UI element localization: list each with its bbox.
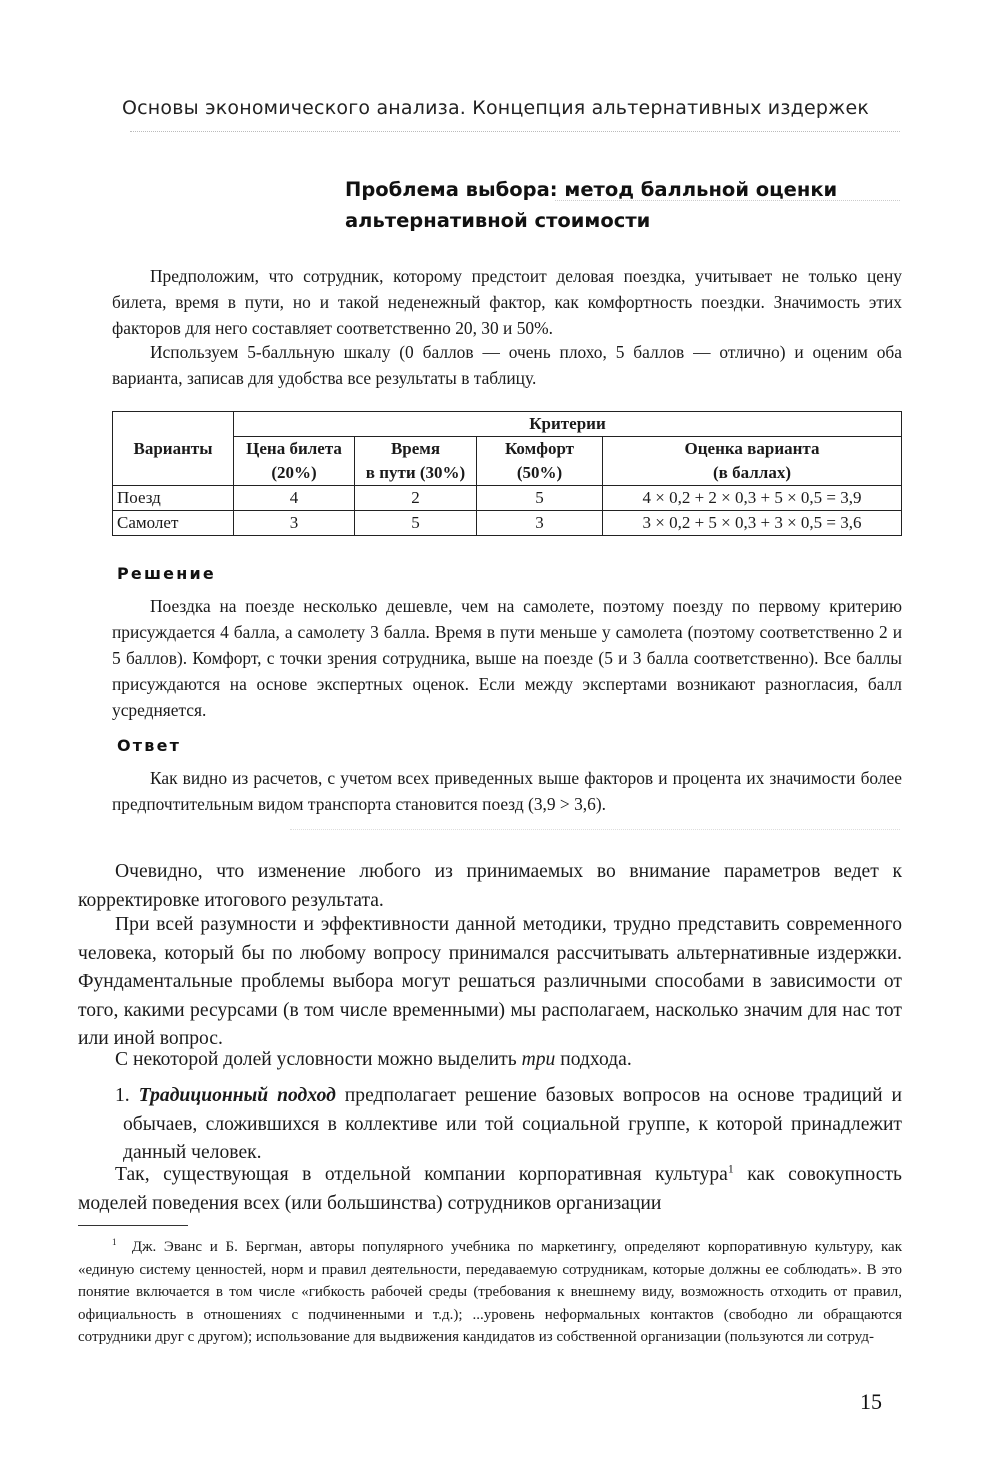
box-title-rule: [555, 200, 900, 201]
time-cell: 5: [355, 511, 477, 536]
variants-header: Варианты: [113, 412, 234, 486]
criteria-header: Критерии: [234, 412, 902, 437]
footnote-marker: 1: [112, 1237, 117, 1247]
column-header-score: Оценка варианта (в баллах): [603, 437, 902, 486]
body-paragraph-2: При всей разумности и эффективности данной методики, трудно представить современного человека, который бы по любому вопросу принимался рассчитывать альтернативные издержки. Фундаментальные проблемы выбора могут решаться различными способами в зависимости от того, какими ресурсами (в том числе временными) мы располагаем, насколько значим для нас тот или иной вопрос.: [78, 914, 902, 1049]
time-cell: 2: [355, 486, 477, 511]
header-rule: [130, 131, 900, 132]
table-row: [113, 486, 902, 511]
box-end-rule: [290, 829, 900, 830]
page-number: 15: [860, 1389, 882, 1414]
box-title-line1: Проблема выбора: метод балльной оценки: [345, 178, 838, 201]
solution-paragraph: Поездка на поезде несколько дешевле, чем на самолете, поэтому поезду по первому критерию присуждается 4 балла, а самолету 3 балла. Время в пути меньше у самолета (поэтому соответственно 2 и 5 баллов). Комфорт, с точки зрения сотрудника, выше на поезде (5 и 3 балла соответственно). Все баллы присуждаются на основе экспертных оценок. Если между экспертами возникают разногласия, балл усредняется.: [112, 596, 902, 720]
table-row: [113, 511, 902, 536]
criteria-table: [112, 411, 902, 536]
answer-heading: Ответ: [117, 736, 182, 755]
term-traditional-approach: Традиционный подход: [138, 1085, 336, 1106]
box-title-line2: альтернативной стоимости: [345, 209, 651, 232]
box-intro-paragraph-1: Предположим, что сотрудник, которому предстоит деловая поездка, учитывает не только цену билета, время в пути, но и такой неденежный фактор, как комфортность поездки. Значимость этих факторов для него составляет соответственно 20, 30 и 50%.: [112, 266, 902, 338]
column-header-comfort: Комфорт (50%): [477, 437, 603, 486]
body-paragraph-3: С некоторой долей условности можно выделить три подхода.: [115, 1049, 632, 1070]
comfort-cell: 3: [477, 511, 603, 536]
footnote-reference: 1: [727, 1162, 734, 1176]
body-paragraph-4: Так, существующая в отдельной компании корпоративная культура$^1$ как совокупность моделей поведения всех (или большинства) сотрудников организации: [78, 1162, 902, 1214]
solution-heading: Решение: [117, 564, 216, 583]
column-header-time: Время в пути (30%): [355, 437, 477, 486]
box-intro-paragraph-2: Используем 5-балльную шкалу (0 баллов — очень плохо, 5 баллов — отлично) и оценим оба варианта, записав для удобства все результаты в таблицу.: [112, 342, 902, 388]
variant-cell: Самолет: [113, 511, 234, 536]
list-item-traditional-approach: 1. Традиционный подход предполагает решение базовых вопросов на основе традиций и обычаев, сложившихся в коллективе или той социальной группе, к которой принадлежит данный человек.: [115, 1085, 902, 1163]
answer-paragraph: Как видно из расчетов, с учетом всех приведенных выше факторов и процента их значимости более предпочтительным видом транспорта становится поезд (3,9 > 3,6).: [112, 768, 902, 814]
score-cell: 3 × 0,2 + 5 × 0,3 + 3 × 0,5 = 3,6: [603, 511, 902, 536]
score-cell: 4 × 0,2 + 2 × 0,3 + 5 × 0,5 = 3,9: [603, 486, 902, 511]
footnote-rule: [78, 1225, 188, 1226]
price-cell: 3: [234, 511, 355, 536]
variant-cell: Поезд: [113, 486, 234, 511]
running-header: Основы экономического анализа. Концепция альтернативных издержек: [122, 97, 870, 119]
column-header-price: Цена билета (20%): [234, 437, 355, 486]
footnote: $^1$ Дж. Эванс и Б. Бергман, авторы популярного учебника по маркетингу, определяют корпоративную культуру, как «единую систему ценностей, норм и правил деятельности, передаваемую сотрудникам, которые должны ее соблюдать». В это понятие включается в том числе «гибкость рабочей среды (требования к внешнему виду, возможность отходить от правил, официальность в отношениях с подчиненными и т.д.); ...уровень неформальных контактов (свободно ли обращаются сотрудники друг с другом); использование для выдвижения кандидатов из собственной организации (пользуются ли сотруд-: [78, 1237, 902, 1346]
price-cell: 4: [234, 486, 355, 511]
comfort-cell: 5: [477, 486, 603, 511]
box-title: [345, 174, 837, 236]
body-paragraph-1: Очевидно, что изменение любого из принимаемых во внимание параметров ведет к корректировке итогового результата.: [78, 861, 902, 911]
